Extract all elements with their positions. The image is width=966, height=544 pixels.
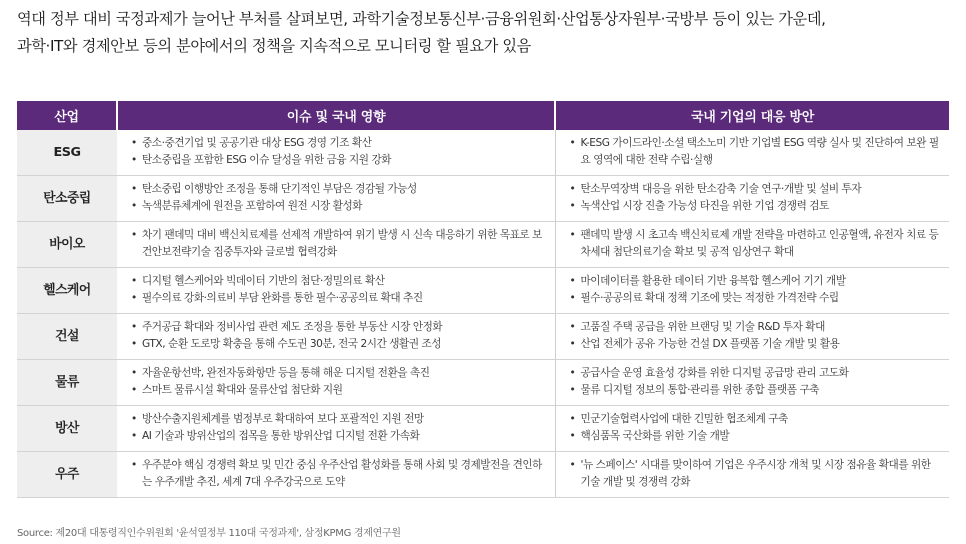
- bullet-text: 고품질 주택 공급을 위한 브랜딩 및 기술 R&D 투자 확대: [580, 321, 825, 333]
- industry-policy-table: [17, 101, 949, 498]
- bullet-item: [131, 273, 549, 290]
- bullet-icon: •: [131, 413, 137, 425]
- bullet-item: [570, 290, 944, 307]
- bullet-text: 물류 디지털 정보의 통합·관리를 위한 종합 플랫폼 구축: [580, 384, 820, 396]
- bullet-text: 녹색산업 시장 진출 가능성 타진을 위한 기업 경쟁력 검토: [580, 200, 829, 212]
- issue-cell: [117, 405, 555, 451]
- bullet-item: [570, 198, 944, 215]
- bullet-icon: •: [131, 292, 137, 304]
- bullet-item: [131, 382, 549, 399]
- header-responses: 국내 기업의 대응 방안: [555, 101, 949, 130]
- bullet-item: [131, 365, 549, 382]
- bullet-text: 탄소중립 이행방안 조정을 통해 단기적인 부담은 경감될 가능성: [142, 183, 417, 195]
- bullet-icon: •: [569, 430, 576, 442]
- bullet-text: 탄소무역장벽 대응을 위한 탄소감축 기술 연구·개발 및 설비 투자: [580, 183, 862, 195]
- table-row: [17, 405, 949, 451]
- intro-text: [17, 6, 952, 60]
- bullet-icon: •: [569, 321, 576, 333]
- industry-cell: 헬스케어: [17, 267, 117, 313]
- issue-cell: [117, 130, 555, 175]
- industry-cell: 바이오: [17, 221, 117, 267]
- bullet-icon: •: [131, 367, 137, 379]
- industry-cell: 탄소중립: [17, 175, 117, 221]
- bullet-text: AI 기술과 방위산업의 접목을 통한 방위산업 디지털 전환 가속화: [142, 430, 420, 442]
- bullet-icon: •: [131, 384, 137, 396]
- bullet-icon: •: [131, 183, 137, 195]
- bullet-item: [570, 336, 944, 353]
- response-cell: [555, 405, 949, 451]
- table-row: [17, 451, 949, 497]
- bullet-item: [131, 198, 549, 215]
- bullet-item: [570, 428, 944, 445]
- issue-cell: [117, 359, 555, 405]
- bullet-text: 녹색분류체계에 원전을 포함하여 원전 시장 활성화: [142, 200, 363, 212]
- industry-cell: 우주: [17, 451, 117, 497]
- header-industry: 산업: [17, 101, 117, 130]
- bullet-item: [131, 319, 549, 336]
- bullet-item: [131, 290, 549, 307]
- bullet-item: [131, 428, 549, 445]
- response-cell: [555, 313, 949, 359]
- response-cell: [555, 221, 949, 267]
- bullet-icon: •: [131, 154, 137, 167]
- bullet-icon: •: [569, 200, 576, 212]
- bullet-item: [131, 181, 549, 198]
- bullet-text: 우주분야 핵심 경쟁력 확보 및 민간 중심 우주산업 활성화를 통해 사회 및 경제발전을 견인하는 우주개발 추진, 세계 7대 우주강국으로 도약: [142, 459, 542, 488]
- bullet-item: [570, 365, 944, 382]
- bullet-item: [570, 227, 944, 261]
- issue-cell: [117, 451, 555, 497]
- bullet-item: [570, 181, 944, 198]
- source-note: Source: 제20대 대통령직인수위원회 '윤석열정부 110대 국정과제', 삼정KPMG 경제연구원: [17, 528, 401, 539]
- bullet-item: [570, 319, 944, 336]
- bullet-icon: •: [131, 275, 137, 287]
- response-cell: [555, 267, 949, 313]
- bullet-text: 필수의료 강화·의료비 부담 완화를 통한 필수·공공의료 확대 추진: [142, 292, 423, 304]
- bullet-icon: •: [131, 137, 137, 150]
- bullet-text: 민군기술협력사업에 대한 긴밀한 협조체계 구축: [580, 413, 788, 425]
- bullet-item: [570, 273, 944, 290]
- bullet-text: 산업 전체가 공유 가능한 건설 DX 플랫폼 기술 개발 및 활용: [580, 338, 840, 350]
- bullet-icon: •: [569, 292, 576, 304]
- bullet-icon: •: [131, 430, 137, 442]
- bullet-icon: •: [131, 321, 137, 333]
- bullet-text: 디지털 헬스케어와 빅데이터 기반의 첨단·정밀의료 확산: [142, 275, 385, 287]
- bullet-item: [131, 411, 549, 428]
- bullet-icon: •: [569, 275, 576, 287]
- response-cell: [555, 175, 949, 221]
- issue-cell: [117, 313, 555, 359]
- industry-cell: 물류: [17, 359, 117, 405]
- bullet-item: [131, 152, 549, 169]
- bullet-item: [131, 336, 549, 353]
- table-row: [17, 130, 949, 175]
- issue-cell: [117, 221, 555, 267]
- bullet-item: [131, 227, 549, 261]
- bullet-icon: •: [569, 183, 576, 195]
- intro-line-2: 과학·IT와 경제안보 등의 분야에서의 정책을 지속적으로 모니터링 할 필요가 있음: [17, 37, 531, 55]
- bullet-item: [570, 411, 944, 428]
- bullet-item: [570, 457, 944, 491]
- bullet-text: GTX, 순환 도로망 확충을 통해 수도권 30분, 전국 2시간 생활권 조성: [142, 338, 442, 350]
- bullet-icon: •: [131, 459, 137, 471]
- bullet-icon: •: [569, 137, 576, 150]
- bullet-text: 스마트 물류시설 확대와 물류산업 첨단화 지원: [142, 384, 343, 396]
- bullet-icon: •: [131, 200, 137, 212]
- bullet-item: [570, 382, 944, 399]
- bullet-item: [131, 135, 549, 152]
- issue-cell: [117, 267, 555, 313]
- table-header-row: [17, 101, 949, 130]
- table-row: [17, 175, 949, 221]
- bullet-text: 주거공급 확대와 정비사업 관련 제도 조정을 통한 부동산 시장 안정화: [142, 321, 443, 333]
- bullet-icon: •: [569, 384, 576, 396]
- bullet-text: 방산수출지원체계를 범정부로 확대하여 보다 포괄적인 지원 전망: [142, 413, 424, 425]
- industry-cell: ESG: [17, 130, 117, 175]
- bullet-icon: •: [569, 459, 576, 471]
- industry-cell: 방산: [17, 405, 117, 451]
- bullet-text: 자율운항선박, 완전자동화항만 등을 통해 해운 디지털 전환을 촉진: [142, 367, 430, 379]
- intro-line-1: 역대 정부 대비 국정과제가 늘어난 부처를 살펴보면, 과학기술정보통신부·금융위원회·산업통상자원부·국방부 등이 있는 가운데,: [17, 10, 826, 28]
- table-row: [17, 359, 949, 405]
- response-cell: [555, 130, 949, 175]
- bullet-text: 공급사슬 운영 효율성 강화를 위한 디지털 공급망 관리 고도화: [580, 367, 849, 379]
- bullet-icon: •: [569, 367, 576, 379]
- response-cell: [555, 451, 949, 497]
- table-row: [17, 221, 949, 267]
- bullet-icon: •: [569, 338, 576, 350]
- bullet-item: [570, 135, 944, 169]
- bullet-icon: •: [569, 229, 576, 241]
- bullet-text: 핵심품목 국산화를 위한 기술 개발: [580, 430, 730, 442]
- table-row: [17, 313, 949, 359]
- issue-cell: [117, 175, 555, 221]
- bullet-text: 팬데믹 발생 시 초고속 백신치료제 개발 전략을 마련하고 인공혈액, 유전자 치료 등 차세대 첨단의료기술 확보 및 공적 임상연구 확대: [580, 229, 939, 258]
- bullet-icon: •: [569, 413, 576, 425]
- bullet-text: 차기 팬데믹 대비 백신치료제를 선제적 개발하여 위기 발생 시 신속 대응하기 위한 목표로 보건안보전략기술 집중투자와 글로벌 협력강화: [142, 229, 542, 258]
- bullet-text: 마이데이터를 활용한 데이터 기반 융복합 헬스케어 기기 개발: [580, 275, 846, 287]
- response-cell: [555, 359, 949, 405]
- bullet-text: '뉴 스페이스' 시대를 맞이하여 기업은 우주시장 개척 및 시장 점유율 확대를 위한 기술 개발 및 경쟁력 강화: [580, 459, 931, 488]
- bullet-icon: •: [131, 229, 137, 241]
- bullet-text: 탄소중립을 포함한 ESG 이슈 달성을 위한 금융 지원 강화: [142, 154, 392, 167]
- bullet-text: 중소·중견기업 및 공공기관 대상 ESG 경영 기조 확산: [142, 137, 372, 150]
- table-row: [17, 267, 949, 313]
- bullet-item: [131, 457, 549, 491]
- industry-cell: 건설: [17, 313, 117, 359]
- bullet-icon: •: [131, 338, 137, 350]
- header-issues: 이슈 및 국내 영향: [117, 101, 555, 130]
- bullet-text: K-ESG 가이드라인·소셜 택소노미 기반 기업별 ESG 역량 실사 및 진단하여 보완 필요 영역에 대한 전략 수립·실행: [580, 137, 939, 167]
- bullet-text: 필수·공공의료 확대 정책 기조에 맞는 적정한 가격전략 수립: [580, 292, 839, 304]
